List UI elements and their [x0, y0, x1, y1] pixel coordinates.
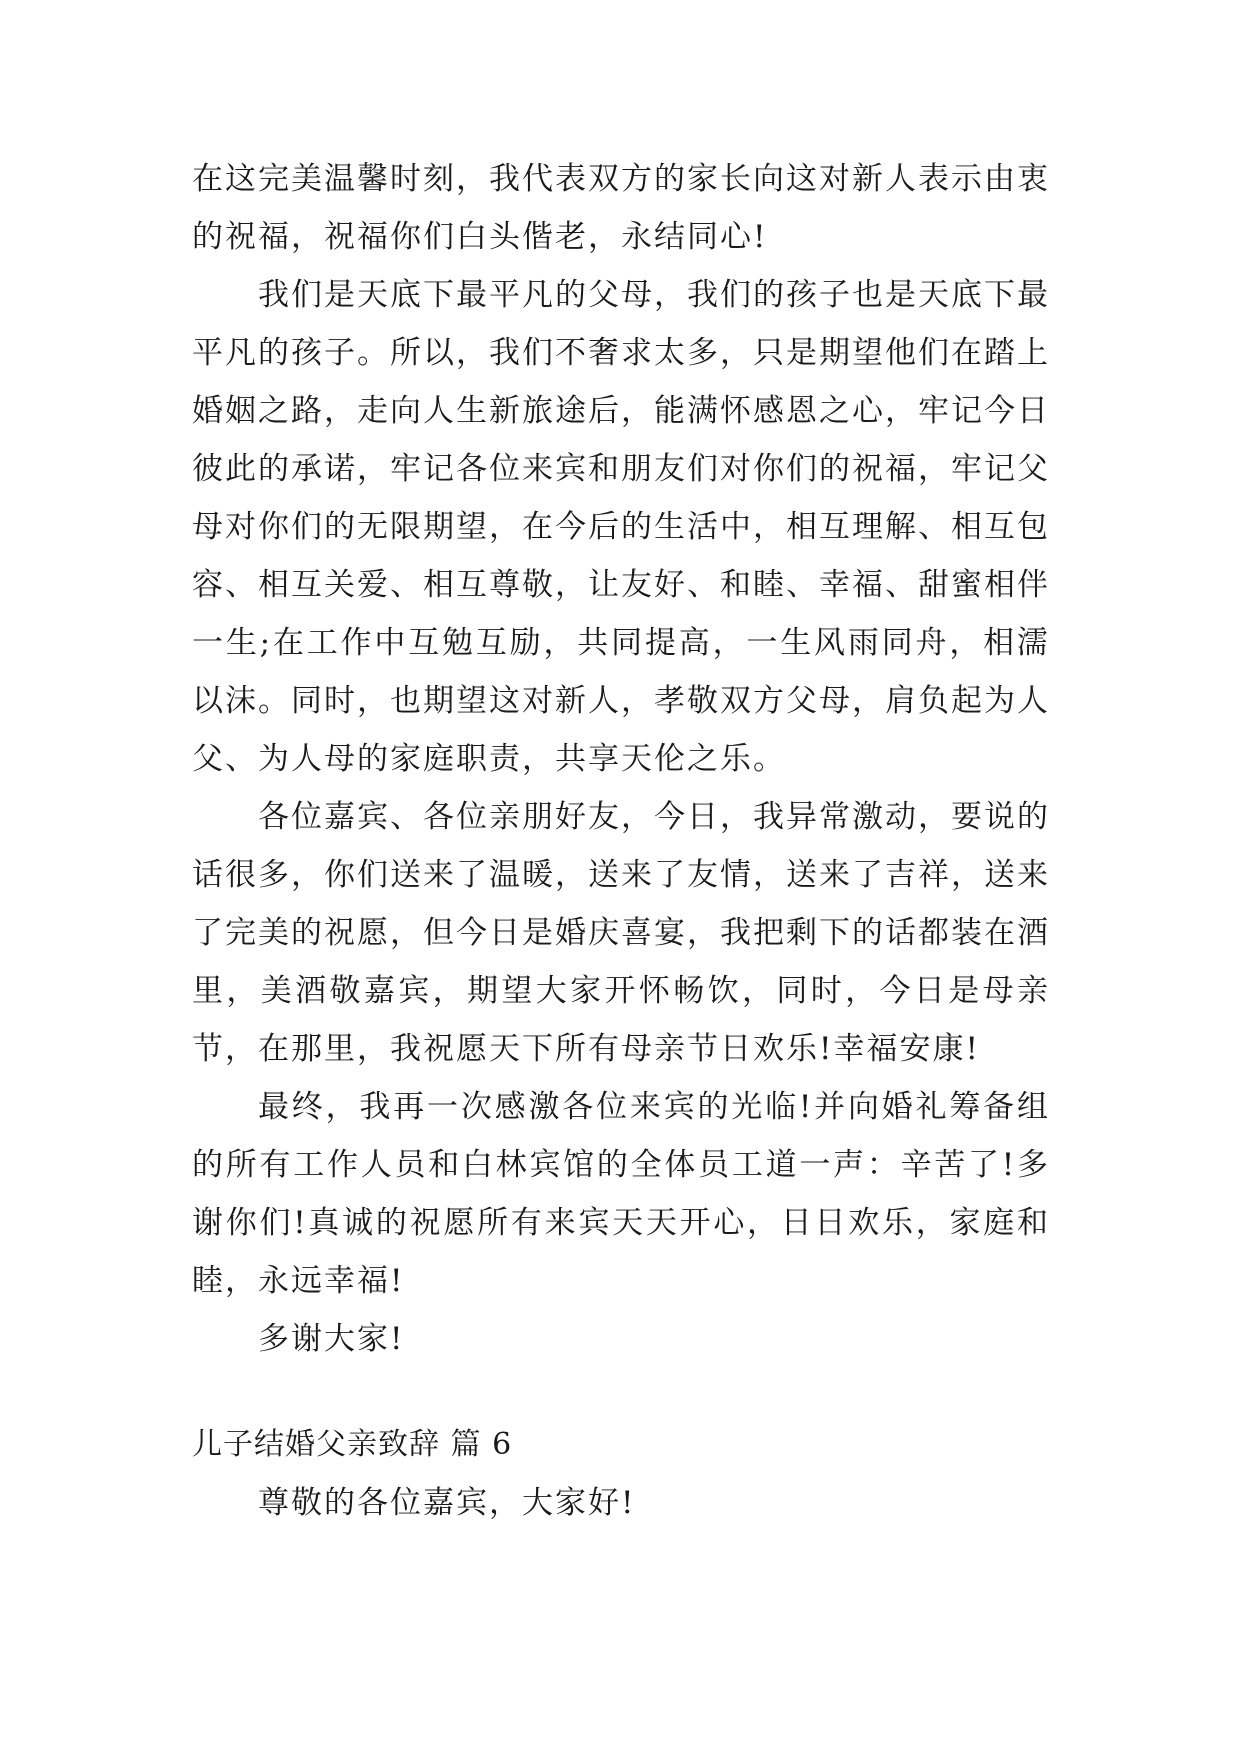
- paragraph-5: 多谢大家!: [258, 1321, 405, 1357]
- paragraph-4: 最终，我再一次感激各位来宾的光临!并向婚礼筹备组的所有工作人员和白林宾馆的全体员工道一声：辛苦了!多谢你们!真诚的祝愿所有来宾天天开心，日日欢乐，家庭和睦，永远幸福!: [192, 1089, 1050, 1299]
- section-paragraph-1: 尊敬的各位嘉宾，大家好!: [258, 1485, 636, 1521]
- paragraph-3: 各位嘉宾、各位亲朋好友，今日，我异常激动，要说的话很多，你们送来了温暖，送来了友情，送来了吉祥，送来了完美的祝愿，但今日是婚庆喜宴，我把剩下的话都装在酒里，美酒敬嘉宾，期望大家开怀畅饮，同时，今日是母亲节，在那里，我祝愿天下所有母亲节日欢乐!幸福安康!: [192, 799, 1050, 1067]
- paragraph-2: 我们是天底下最平凡的父母，我们的孩子也是天底下最平凡的孩子。所以，我们不奢求太多，只是期望他们在踏上婚姻之路，走向人生新旅途后，能满怀感恩之心，牢记今日彼此的承诺，牢记各位来宾和朋友们对你们的祝福，牢记父母对你们的无限期望，在今后的生活中，相互理解、相互包容、相互关爱、相互尊敬，让友好、和睦、幸福、甜蜜相伴一生;在工作中互勉互励，共同提高，一生风雨同舟，相濡以沫。同时，也期望这对新人，孝敬双方父母，肩负起为人父、为人母的家庭职责，共享天伦之乐。: [192, 277, 1050, 777]
- paragraph-1: 在这完美温馨时刻，我代表双方的家长向这对新人表示由衷的祝福，祝福你们白头偕老，永结同心!: [192, 161, 1050, 255]
- section-heading: 儿子结婚父亲致辞 篇 6: [192, 1427, 513, 1462]
- document-page: [192, 150, 1050, 1532]
